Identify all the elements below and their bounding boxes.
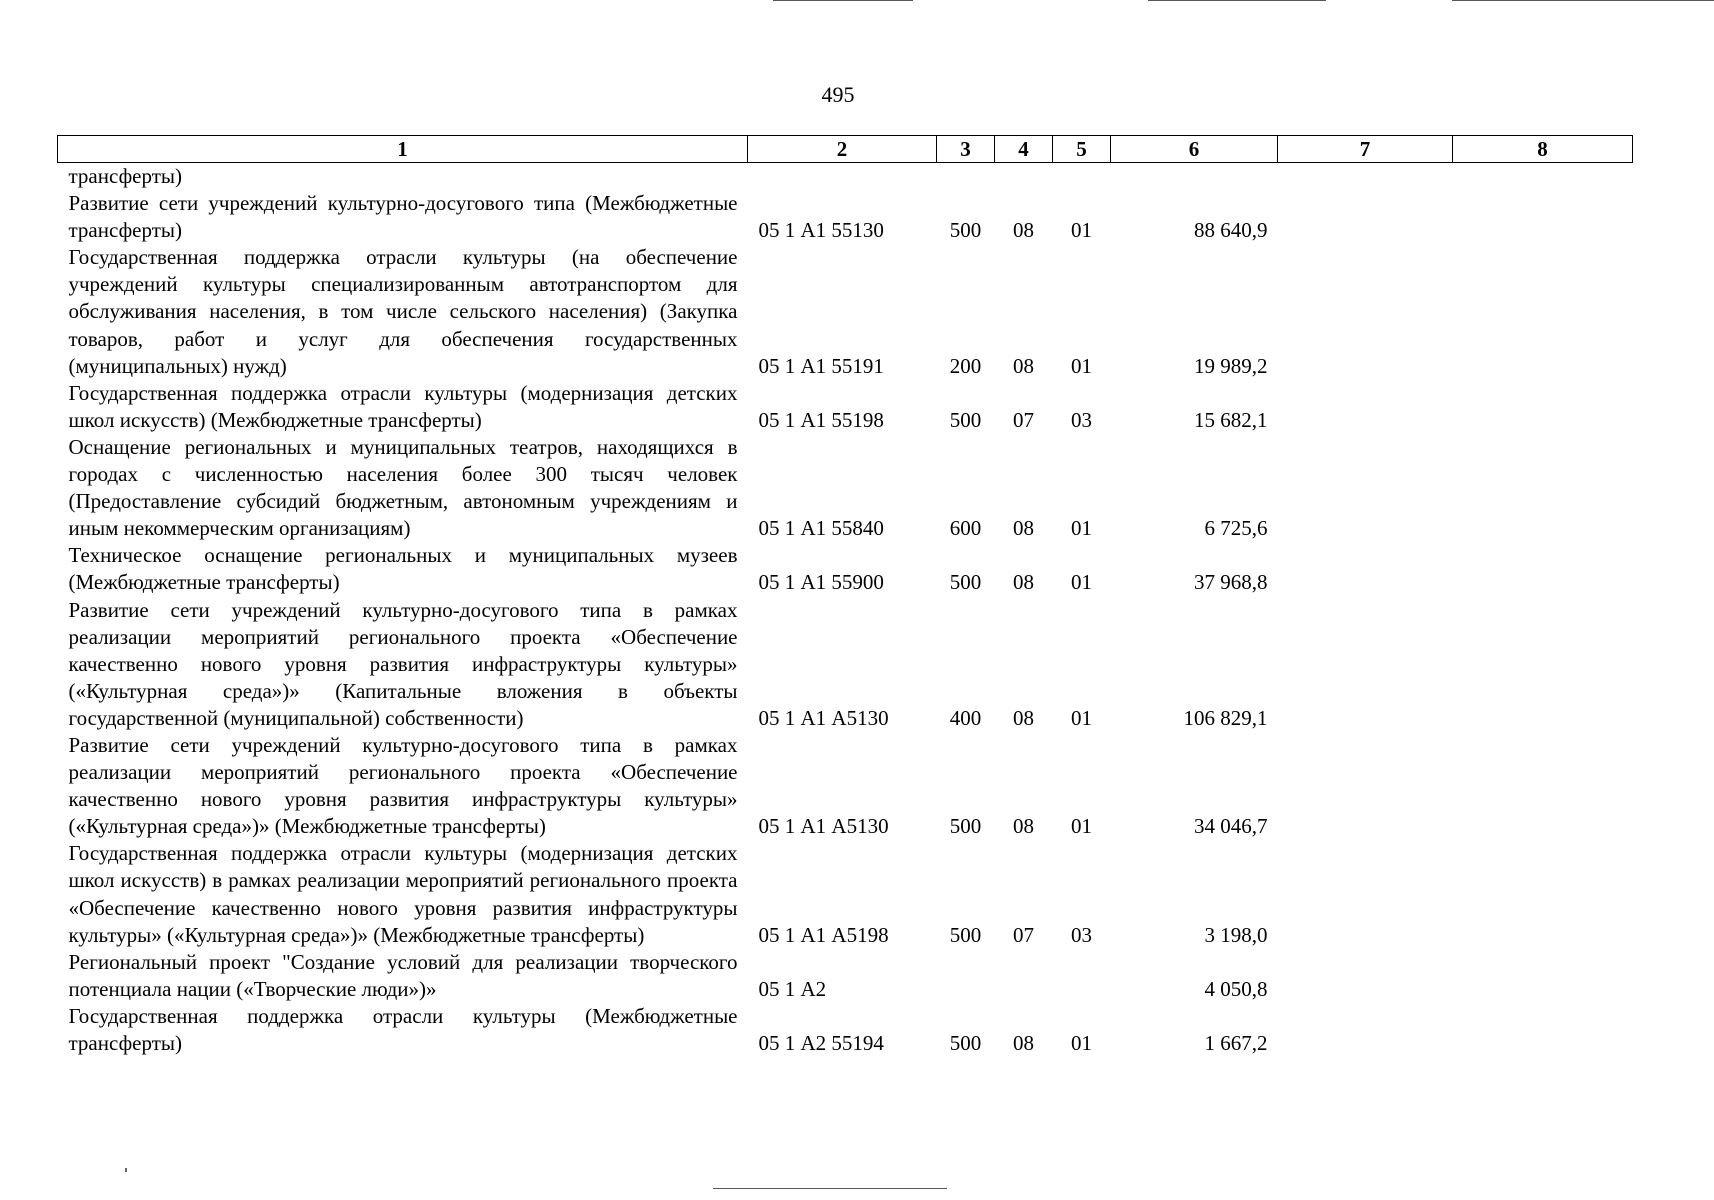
row-code: 05 1 А1 55900 xyxy=(758,570,884,595)
row-code: 05 1 А1 55840 xyxy=(758,516,884,541)
row-description: Государственная поддержка отрасли культуры (модернизация детских школ искусств) в рамках реализации мероприятий регионального проекта «Обеспечение качественно нового уровня развития инфраструктуры культуры» («Культурная среда»)» (Межбюджетные трансферты) xyxy=(68,841,738,947)
row-col8 xyxy=(1453,244,1633,379)
row-col4: 07 xyxy=(1013,922,1034,947)
row-col5: 01 xyxy=(1071,353,1092,378)
row-amount: 3 198,0 xyxy=(1204,922,1268,947)
row-description: Развитие сети учреждений культурно-досугового типа (Межбюджетные трансферты) xyxy=(68,191,738,243)
row-col8 xyxy=(1453,732,1633,840)
table-row xyxy=(58,542,1633,596)
row-code: 05 1 А1 А5198 xyxy=(758,922,889,947)
row-col3: 500 xyxy=(949,407,982,432)
row-col5 xyxy=(1053,949,1111,1003)
row-amount: 19 989,2 xyxy=(1194,353,1268,378)
column-header: 2 xyxy=(748,136,937,163)
row-amount: 4 050,8 xyxy=(1204,976,1268,1001)
row-col7 xyxy=(1278,597,1453,732)
row-col5: 03 xyxy=(1071,407,1092,432)
row-col3: 500 xyxy=(949,570,982,595)
row-col8 xyxy=(1453,949,1633,1003)
row-col3: 400 xyxy=(949,705,982,730)
row-amount: 34 046,7 xyxy=(1194,814,1268,839)
row-description: Техническое оснащение региональных и муниципальных музеев (Межбюджетные трансферты) xyxy=(68,543,738,595)
row-col3: 500 xyxy=(949,1031,982,1055)
table-row xyxy=(58,949,1633,1003)
row-description: Государственная поддержка отрасли культуры (Межбюджетные трансферты) xyxy=(68,1003,738,1055)
row-col7 xyxy=(1278,1003,1453,1057)
page-number: 495 xyxy=(821,82,855,107)
row-col8 xyxy=(1453,380,1633,434)
row-col8 xyxy=(1453,163,1633,191)
column-header: 8 xyxy=(1453,136,1633,163)
row-col4: 08 xyxy=(1013,1031,1034,1055)
table-row xyxy=(58,434,1633,542)
row-col5 xyxy=(1053,163,1111,191)
row-col7 xyxy=(1278,190,1453,244)
row-col4 xyxy=(995,163,1053,191)
row-description: Развитие сети учреждений культурно-досугового типа в рамках реализации мероприятий регионального проекта «Обеспечение качественно нового уровня развития инфраструктуры культуры» («Культурная среда»)» (Капитальные вложения в объекты государственной (муниципальной) собственности) xyxy=(68,597,738,730)
row-col5: 01 xyxy=(1071,814,1092,839)
row-code: 05 1 А1 55198 xyxy=(758,407,884,432)
row-col5: 01 xyxy=(1071,705,1092,730)
row-amount xyxy=(1111,163,1278,191)
row-col4: 08 xyxy=(1013,814,1034,839)
row-code: 05 1 А1 55191 xyxy=(758,353,884,378)
row-description: Государственная поддержка отрасли культуры (модернизация детских школ искусств) (Межбюджетные трансферты) xyxy=(68,380,738,432)
row-code: 05 1 А2 55194 xyxy=(758,1031,884,1055)
row-col4: 08 xyxy=(1013,705,1034,730)
table-row xyxy=(58,244,1633,379)
row-col4: 08 xyxy=(1013,516,1034,541)
scan-line xyxy=(1148,0,1326,1)
row-amount: 1 667,2 xyxy=(1204,1031,1268,1055)
row-col8 xyxy=(1453,597,1633,732)
row-col7 xyxy=(1278,840,1453,948)
scan-line xyxy=(1452,0,1714,1)
row-col8 xyxy=(1453,434,1633,542)
row-col3 xyxy=(937,949,995,1003)
row-amount: 88 640,9 xyxy=(1194,218,1268,243)
row-col7 xyxy=(1278,949,1453,1003)
row-col7 xyxy=(1278,542,1453,596)
row-description: трансферты) xyxy=(68,164,183,188)
row-code: 05 1 А2 xyxy=(758,976,827,1001)
row-col3: 500 xyxy=(949,814,982,839)
row-col8 xyxy=(1453,1003,1633,1057)
row-col7 xyxy=(1278,732,1453,840)
row-code: 05 1 А1 55130 xyxy=(758,218,884,243)
column-header: 3 xyxy=(937,136,995,163)
row-amount: 106 829,1 xyxy=(1183,705,1268,730)
row-col7 xyxy=(1278,434,1453,542)
table-row xyxy=(58,1003,1633,1057)
scan-line xyxy=(713,1188,947,1189)
row-description: Государственная поддержка отрасли культуры (на обеспечение учреждений культуры специализированным автотранспортом для обслуживания населения, в том числе сельского населения) (Закупка товаров, работ и услуг для обеспечения государственных (муниципальных) нужд) xyxy=(68,245,738,378)
row-col3 xyxy=(937,163,995,191)
row-col5: 01 xyxy=(1071,570,1092,595)
row-col5: 01 xyxy=(1071,1031,1092,1055)
row-col3: 200 xyxy=(949,353,982,378)
row-col4: 07 xyxy=(1013,407,1034,432)
row-code: 05 1 А1 А5130 xyxy=(758,814,889,839)
row-col8 xyxy=(1453,840,1633,948)
table-row xyxy=(58,732,1633,840)
row-col7 xyxy=(1278,244,1453,379)
column-header: 6 xyxy=(1111,136,1278,163)
row-description: Оснащение региональных и муниципальных театров, находящихся в городах с численностью населения более 300 тысяч человек (Предоставление субсидий бюджетным, автономным учреждениям и иным некоммерческим организациям) xyxy=(68,434,738,541)
row-col8 xyxy=(1453,542,1633,596)
row-col7 xyxy=(1278,380,1453,434)
table-row xyxy=(58,840,1633,948)
row-col5: 03 xyxy=(1071,922,1092,947)
row-col3: 600 xyxy=(949,516,982,541)
column-header: 5 xyxy=(1053,136,1111,163)
row-amount: 15 682,1 xyxy=(1194,407,1268,432)
column-header: 4 xyxy=(995,136,1053,163)
row-col4: 08 xyxy=(1013,570,1034,595)
row-col7 xyxy=(1278,163,1453,191)
row-col5: 01 xyxy=(1071,218,1092,243)
budget-table xyxy=(57,135,1633,1057)
table-row xyxy=(58,597,1633,732)
row-col3: 500 xyxy=(949,218,982,243)
table-row xyxy=(58,163,1633,191)
scan-line xyxy=(773,0,913,1)
row-col5: 01 xyxy=(1071,516,1092,541)
scan-mark xyxy=(125,1168,127,1172)
row-col4 xyxy=(995,949,1053,1003)
row-description: Региональный проект "Создание условий для реализации творческого потенциала нации («Творческие люди»)» xyxy=(68,949,738,1001)
column-header: 1 xyxy=(58,136,748,163)
row-col4: 08 xyxy=(1013,218,1034,243)
row-amount: 37 968,8 xyxy=(1194,570,1268,595)
row-col3: 500 xyxy=(949,922,982,947)
row-amount: 6 725,6 xyxy=(1204,516,1268,541)
row-code: 05 1 А1 А5130 xyxy=(758,705,889,730)
row-col8 xyxy=(1453,190,1633,244)
table-row xyxy=(58,380,1633,434)
row-description: Развитие сети учреждений культурно-досугового типа в рамках реализации мероприятий регионального проекта «Обеспечение качественно нового уровня развития инфраструктуры культуры» («Культурная среда»)» (Межбюджетные трансферты) xyxy=(68,732,738,839)
column-header: 7 xyxy=(1278,136,1453,163)
row-code xyxy=(748,163,937,191)
table-row xyxy=(58,190,1633,244)
row-col4: 08 xyxy=(1013,353,1034,378)
header-row xyxy=(58,136,1633,163)
